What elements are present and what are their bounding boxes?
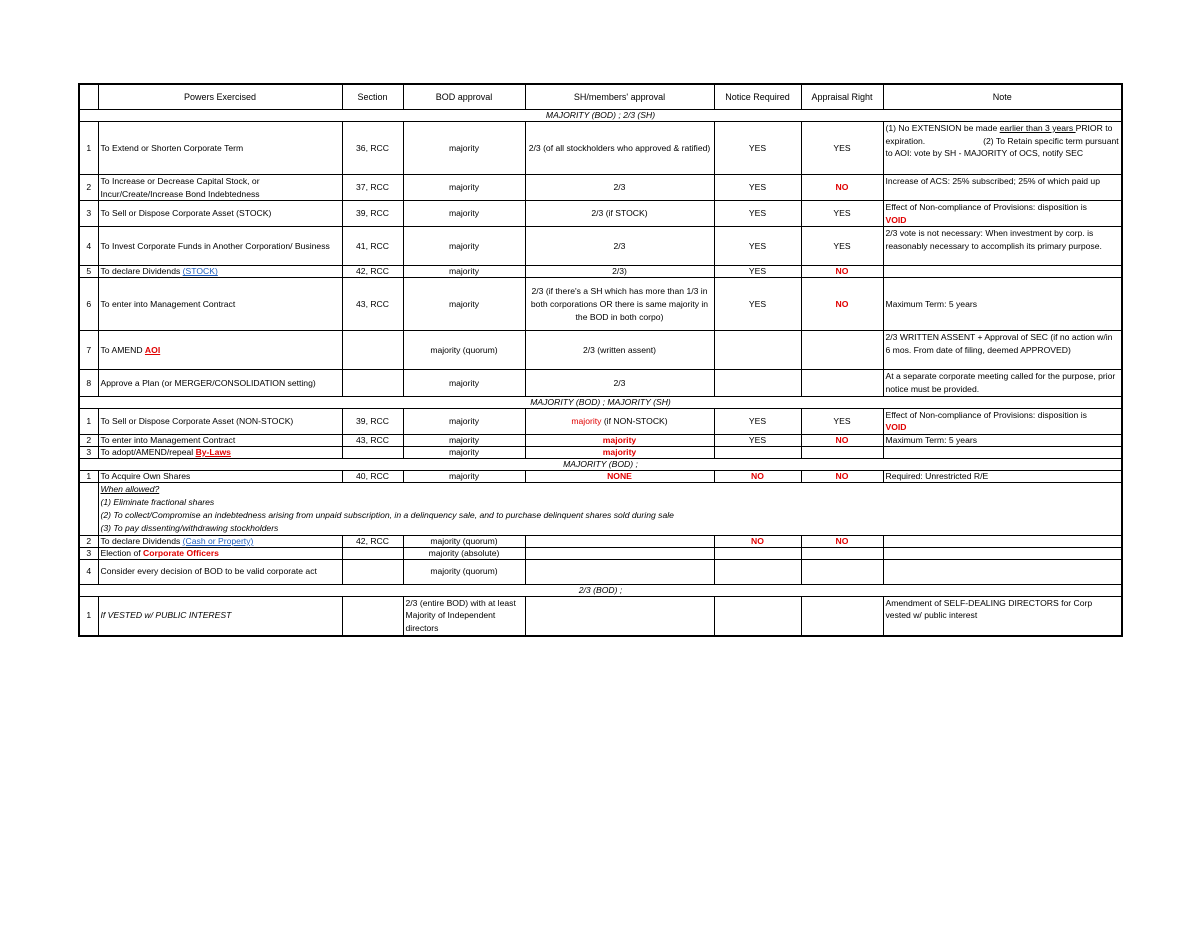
power-blue-text: (Cash or Property) — [182, 535, 254, 546]
power-cell — [98, 547, 342, 559]
section-cell: 39, RCC — [342, 408, 403, 434]
section-cell: 42, RCC — [342, 266, 403, 278]
section-cell: 37, RCC — [342, 175, 403, 201]
table-row — [79, 227, 1122, 266]
note-cell — [883, 266, 1122, 278]
section-cell: 43, RCC — [342, 278, 403, 331]
table-row — [79, 408, 1122, 434]
table-row — [79, 596, 1122, 636]
note-cell: Maximum Term: 5 years — [883, 278, 1122, 331]
table-row — [79, 278, 1122, 331]
row-num: 1 — [79, 408, 98, 434]
bod-cell: majority — [403, 370, 525, 396]
power-cell — [98, 331, 342, 370]
notice-cell — [714, 331, 801, 370]
col-notice-header: Notice Required — [714, 84, 801, 110]
row-num: 8 — [79, 370, 98, 396]
appraisal-cell: NO — [801, 175, 883, 201]
power-text: Election of — [100, 547, 144, 558]
row-num: 4 — [79, 559, 98, 584]
when-allowed-item: (2) To collect/Compromise an indebtedness arising from unpaid subscription, in a delinquency sale, and to purchase delinquent shares sold during sale — [100, 509, 674, 520]
table-row — [79, 470, 1122, 482]
notice-cell: YES — [714, 266, 801, 278]
row-num: 1 — [79, 596, 98, 636]
col-powers-header: Powers Exercised — [98, 84, 342, 110]
table-row — [79, 331, 1122, 370]
header-row — [79, 84, 1122, 110]
notice-cell: YES — [714, 227, 801, 266]
section-title: 2/3 (BOD) ; — [79, 584, 1122, 596]
when-allowed-title: When allowed? — [100, 483, 160, 494]
note-text: Effect of Non-compliance of Provisions: disposition is — [885, 202, 1087, 213]
table-row — [79, 559, 1122, 584]
note-cell: Required: Unrestricted R/E — [883, 470, 1122, 482]
bod-cell: majority — [403, 122, 525, 175]
notice-cell: YES — [714, 408, 801, 434]
col-sh-header: SH/members' approval — [525, 84, 714, 110]
appraisal-cell — [801, 331, 883, 370]
when-allowed-item: (3) To pay dissenting/withdrawing stockholders — [100, 522, 279, 533]
table-row — [79, 201, 1122, 227]
sh-cell — [525, 535, 714, 547]
bod-cell: majority (absolute) — [403, 547, 525, 559]
row-num: 3 — [79, 547, 98, 559]
section-title: MAJORITY (BOD) ; 2/3 (SH) — [79, 110, 1122, 122]
sh-text: (if NON-STOCK) — [601, 415, 668, 426]
notice-cell — [714, 596, 801, 636]
powers-table — [78, 83, 1123, 637]
section-cell — [342, 547, 403, 559]
row-num: 2 — [79, 434, 98, 446]
col-bod-header: BOD approval — [403, 84, 525, 110]
appraisal-cell — [801, 547, 883, 559]
section-cell: 39, RCC — [342, 201, 403, 227]
sh-cell: 2/3 (if STOCK) — [525, 201, 714, 227]
power-text: To AMEND — [100, 345, 145, 356]
sh-cell: 2/3 — [525, 370, 714, 396]
section-cell — [342, 596, 403, 636]
section-row — [79, 110, 1122, 122]
appraisal-cell — [801, 559, 883, 584]
notice-cell: YES — [714, 122, 801, 175]
note-cell — [883, 547, 1122, 559]
sh-cell: majority — [525, 434, 714, 446]
when-allowed-row — [79, 482, 1122, 535]
power-cell: If VESTED w/ PUBLIC INTEREST — [98, 596, 342, 636]
sh-cell — [525, 547, 714, 559]
note-cell — [883, 535, 1122, 547]
note-cell: At a separate corporate meeting called for the purpose, prior notice must be provided. — [883, 370, 1122, 396]
bod-cell: majority — [403, 408, 525, 434]
bod-cell: majority (quorum) — [403, 535, 525, 547]
note-cell: 2/3 vote is not necessary: When investment by corp. is reasonably necessary to accomplish its primary purpose. — [883, 227, 1122, 266]
sh-cell: 2/3 (of all stockholders who approved & ratified) — [525, 122, 714, 175]
notice-cell: YES — [714, 434, 801, 446]
power-cell: To Increase or Decrease Capital Stock, or Incur/Create/Increase Bond Indebtedness — [98, 175, 342, 201]
note-underlined-text: earlier than 3 years — [999, 123, 1076, 133]
sh-cell: 2/3 (if there's a SH which has more than 1/3 in both corporations OR there is same majority in the BOD in both corpo) — [525, 278, 714, 331]
note-text: (1) No EXTENSION be made — [885, 123, 1000, 133]
power-cell: To Invest Corporate Funds in Another Corporation/ Business — [98, 227, 342, 266]
row-num: 3 — [79, 201, 98, 227]
section-cell: 36, RCC — [342, 122, 403, 175]
sh-cell: 2/3 — [525, 227, 714, 266]
notice-cell: YES — [714, 201, 801, 227]
note-cell — [883, 446, 1122, 458]
appraisal-cell — [801, 370, 883, 396]
section-cell: 43, RCC — [342, 434, 403, 446]
bod-cell: majority (quorum) — [403, 559, 525, 584]
notice-cell: YES — [714, 175, 801, 201]
row-num: 3 — [79, 446, 98, 458]
note-cell — [883, 559, 1122, 584]
bod-cell: majority — [403, 175, 525, 201]
table-row — [79, 175, 1122, 201]
power-cell — [98, 266, 342, 278]
power-text: To declare Dividends — [100, 535, 183, 546]
bod-cell: majority (quorum) — [403, 331, 525, 370]
bod-cell: majority — [403, 278, 525, 331]
row-num: 2 — [79, 535, 98, 547]
appraisal-cell: NO — [801, 434, 883, 446]
note-void: VOID — [885, 214, 907, 225]
table-row — [79, 266, 1122, 278]
bod-cell: majority — [403, 446, 525, 458]
appraisal-cell: NO — [801, 278, 883, 331]
section-row — [79, 458, 1122, 470]
col-section-header: Section — [342, 84, 403, 110]
table-row — [79, 370, 1122, 396]
bod-cell: majority — [403, 266, 525, 278]
bod-cell: majority — [403, 227, 525, 266]
note-cell: 2/3 WRITTEN ASSENT + Approval of SEC (if no action w/in 6 mos. From date of filing, deemed APPROVED) — [883, 331, 1122, 370]
row-num: 4 — [79, 227, 98, 266]
sh-cell — [525, 408, 714, 434]
row-num: 1 — [79, 470, 98, 482]
row-num: 6 — [79, 278, 98, 331]
notice-cell — [714, 547, 801, 559]
notice-cell: YES — [714, 278, 801, 331]
row-num: 5 — [79, 266, 98, 278]
appraisal-cell: YES — [801, 122, 883, 175]
row-num: 7 — [79, 331, 98, 370]
notice-cell — [714, 446, 801, 458]
power-red-text: Corporate Officers — [143, 547, 219, 558]
row-num: 1 — [79, 122, 98, 175]
sh-cell — [525, 596, 714, 636]
section-cell — [342, 370, 403, 396]
power-cell: To enter into Management Contract — [98, 278, 342, 331]
sh-cell: 2/3) — [525, 266, 714, 278]
notice-cell — [714, 559, 801, 584]
power-cell: To enter into Management Contract — [98, 434, 342, 446]
section-row — [79, 584, 1122, 596]
notice-cell — [714, 370, 801, 396]
section-cell: 42, RCC — [342, 535, 403, 547]
note-cell — [883, 201, 1122, 227]
bod-cell: majority — [403, 470, 525, 482]
col-appraisal-header: Appraisal Right — [801, 84, 883, 110]
bod-cell: 2/3 (entire BOD) with at least Majority of Independent directors — [403, 596, 525, 636]
appraisal-cell: NO — [801, 266, 883, 278]
section-cell — [342, 446, 403, 458]
note-cell: Amendment of SELF-DEALING DIRECTORS for Corp vested w/ public interest — [883, 596, 1122, 636]
sh-cell — [525, 559, 714, 584]
power-cell: Approve a Plan (or MERGER/CONSOLIDATION setting) — [98, 370, 342, 396]
power-red-text: By-Laws — [195, 446, 231, 457]
bod-cell: majority — [403, 201, 525, 227]
note-text: PRIOR to expiration. — [885, 123, 1113, 146]
power-text: To declare Dividends — [100, 266, 183, 277]
power-cell: Consider every decision of BOD to be valid corporate act — [98, 559, 342, 584]
note-text: Effect of Non-compliance of Provisions: disposition is — [885, 409, 1087, 420]
notice-cell: NO — [714, 470, 801, 482]
power-cell: To Sell or Dispose Corporate Asset (STOCK) — [98, 201, 342, 227]
appraisal-cell — [801, 446, 883, 458]
row-num: 2 — [79, 175, 98, 201]
table-row — [79, 535, 1122, 547]
table-row — [79, 547, 1122, 559]
bod-cell: majority — [403, 434, 525, 446]
section-cell — [342, 559, 403, 584]
appraisal-cell: YES — [801, 227, 883, 266]
power-cell — [98, 446, 342, 458]
section-cell: 41, RCC — [342, 227, 403, 266]
appraisal-cell — [801, 596, 883, 636]
sh-cell: 2/3 (written assent) — [525, 331, 714, 370]
table-row — [79, 446, 1122, 458]
section-cell — [342, 331, 403, 370]
table-row — [79, 122, 1122, 175]
section-cell: 40, RCC — [342, 470, 403, 482]
when-allowed-item: (1) Eliminate fractional shares — [100, 496, 215, 507]
sh-cell: NONE — [525, 470, 714, 482]
note-cell — [883, 122, 1122, 175]
row-num — [79, 482, 98, 535]
note-text: (2) To Retain specific term pursuant to AOI: vote by SH - MAJORITY of OCS, notify SEC — [885, 135, 1119, 159]
section-title: MAJORITY (BOD) ; — [79, 458, 1122, 470]
section-title: MAJORITY (BOD) ; MAJORITY (SH) — [79, 396, 1122, 408]
sh-cell: majority — [525, 446, 714, 458]
notice-cell: NO — [714, 535, 801, 547]
note-cell — [883, 408, 1122, 434]
power-cell: To Extend or Shorten Corporate Term — [98, 122, 342, 175]
table-row — [79, 434, 1122, 446]
appraisal-cell: YES — [801, 201, 883, 227]
when-allowed-cell — [98, 482, 1122, 535]
power-cell: To Sell or Dispose Corporate Asset (NON-STOCK) — [98, 408, 342, 434]
power-cell — [98, 535, 342, 547]
appraisal-cell: NO — [801, 470, 883, 482]
col-note-header: Note — [883, 84, 1122, 110]
power-red-text: AOI — [144, 345, 161, 356]
section-row — [79, 396, 1122, 408]
power-blue-text: (STOCK) — [182, 266, 218, 277]
appraisal-cell: YES — [801, 408, 883, 434]
col-num-header — [79, 84, 98, 110]
sh-cell: 2/3 — [525, 175, 714, 201]
power-cell: To Acquire Own Shares — [98, 470, 342, 482]
power-text: To adopt/AMEND/repeal — [100, 446, 196, 457]
note-void: VOID — [885, 422, 907, 433]
sh-red-text: majority — [571, 415, 602, 426]
appraisal-cell: NO — [801, 535, 883, 547]
note-cell: Increase of ACS: 25% subscribed; 25% of which paid up — [883, 175, 1122, 201]
note-cell: Maximum Term: 5 years — [883, 434, 1122, 446]
